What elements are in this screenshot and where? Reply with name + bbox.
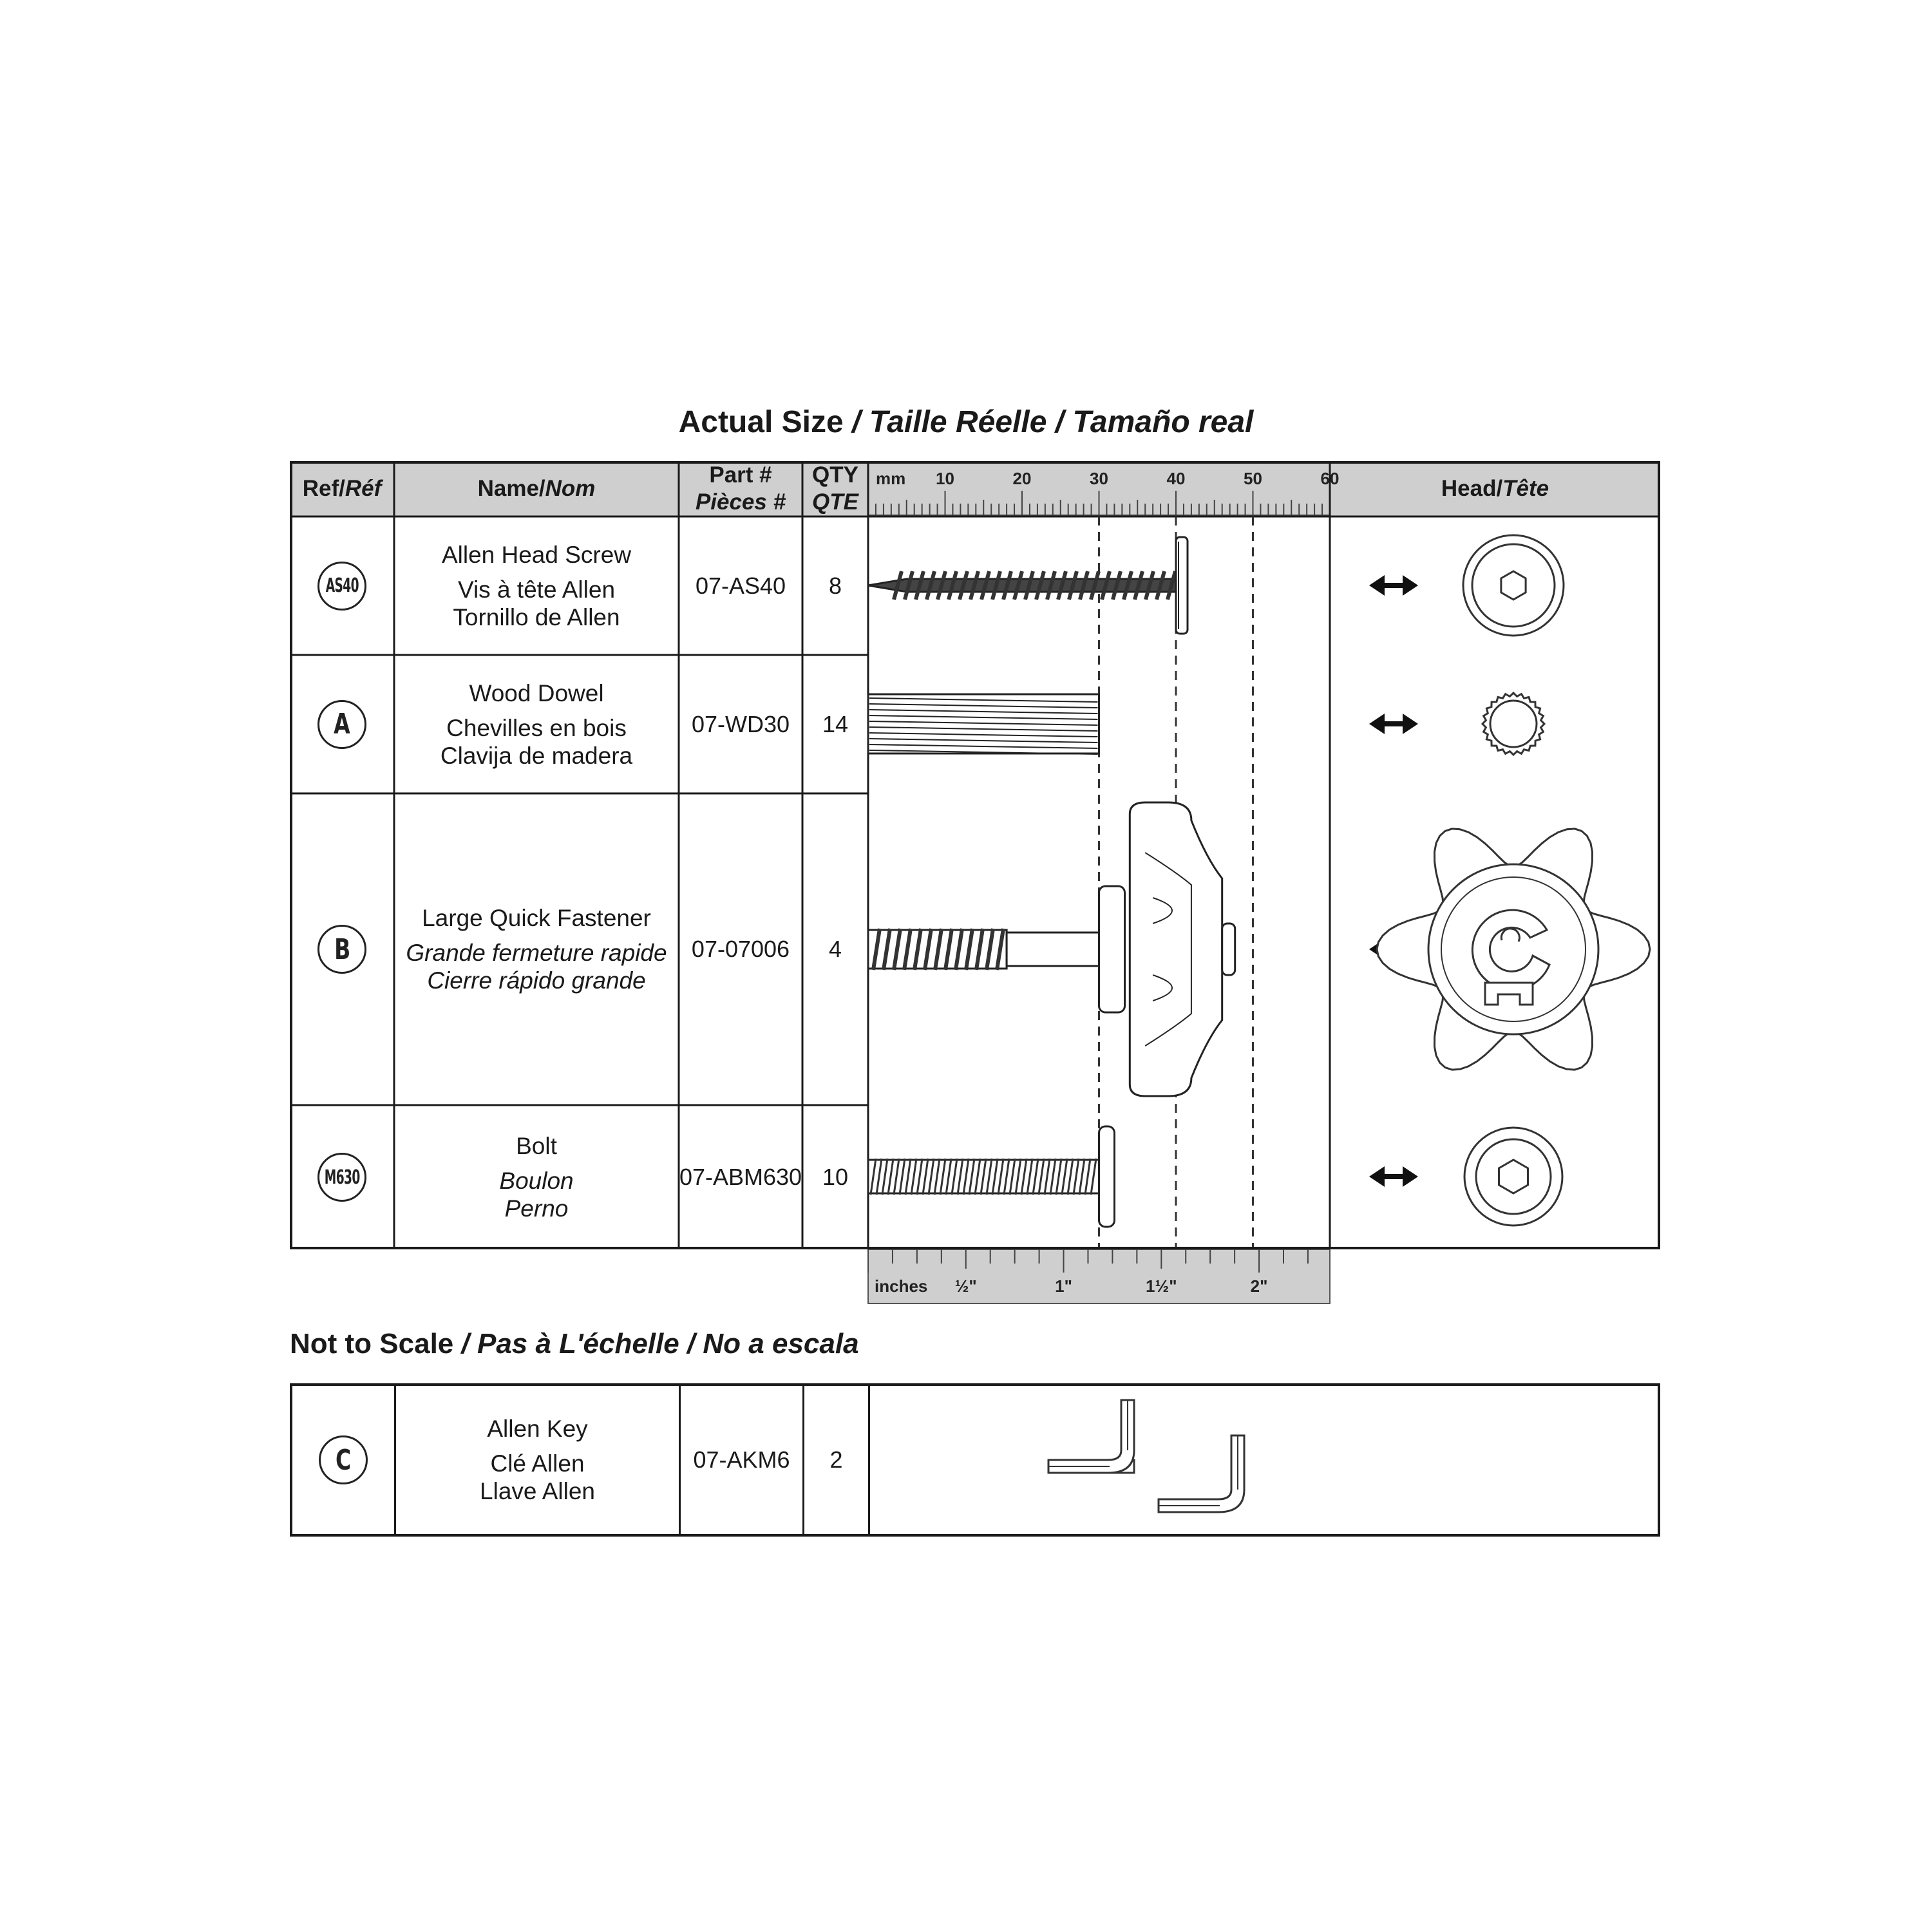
ref-badge: B (317, 925, 366, 974)
quantity: 4 (828, 936, 842, 962)
inch-tick-label: 1" (1055, 1276, 1072, 1296)
mm-tick-label: 10 (936, 469, 954, 488)
quantity: 10 (822, 1164, 849, 1190)
name-cell: Wood Dowel Chevilles en bois Clavija de madera (440, 679, 633, 769)
allen-key-drawing (870, 1386, 1658, 1534)
actual-size-table (290, 461, 1660, 1296)
part-number: 07-AKM6 (693, 1446, 790, 1473)
part-number: 07-ABM630 (679, 1164, 802, 1190)
ref-badge: AS40 (317, 562, 366, 611)
not-to-scale-title: Not to Scale / Pas à L'échelle / No a escala (290, 1328, 859, 1359)
header-head: Head/Tête (1441, 476, 1549, 501)
mm-tick-label: 50 (1244, 469, 1262, 488)
quantity: 8 (828, 572, 842, 599)
name-cell: Bolt Boulon Perno (499, 1133, 574, 1222)
ref-badge: C (319, 1435, 368, 1484)
header-name: Name/Nom (477, 476, 596, 501)
mm-tick-label: 60 (1320, 469, 1340, 488)
actual-size-title: Actual Size / Taille Réelle / Tamaño real (678, 405, 1254, 439)
mm-tick-label: 20 (1012, 469, 1032, 488)
header-ref: Ref/Réf (302, 476, 382, 501)
inch-ruler (868, 1249, 1330, 1303)
name-cell: Large Quick Fastener Grande fermeture rapide Cierre rápido grande (406, 905, 667, 994)
ref-badge: A (317, 700, 366, 749)
ref-badge: M630 (317, 1153, 366, 1202)
quantity: 14 (822, 710, 849, 737)
header-part: Part # Pièces # (695, 462, 786, 515)
inch-tick-label: ½" (954, 1276, 977, 1296)
part-number: 07-AS40 (695, 572, 786, 599)
mm-unit: mm (876, 469, 906, 488)
inch-unit: inches (875, 1276, 928, 1296)
not-to-scale-table (290, 1383, 1660, 1537)
inch-tick-label: 2" (1250, 1276, 1268, 1296)
name-cell: Allen Head Screw Vis à tête Allen Tornillo de Allen (441, 541, 632, 630)
header-qty: QTY QTE (812, 462, 858, 515)
table-frame (290, 461, 1660, 1249)
mm-tick-label: 30 (1090, 469, 1108, 488)
quantity: 2 (829, 1446, 843, 1473)
inch-tick-label: 1½" (1146, 1276, 1177, 1296)
part-number: 07-WD30 (691, 710, 790, 737)
mm-tick-label: 40 (1166, 469, 1186, 488)
part-number: 07-07006 (691, 936, 790, 962)
ref-cell (292, 1386, 394, 1534)
name-cell: Allen Key Clé Allen Llave Allen (480, 1416, 595, 1504)
